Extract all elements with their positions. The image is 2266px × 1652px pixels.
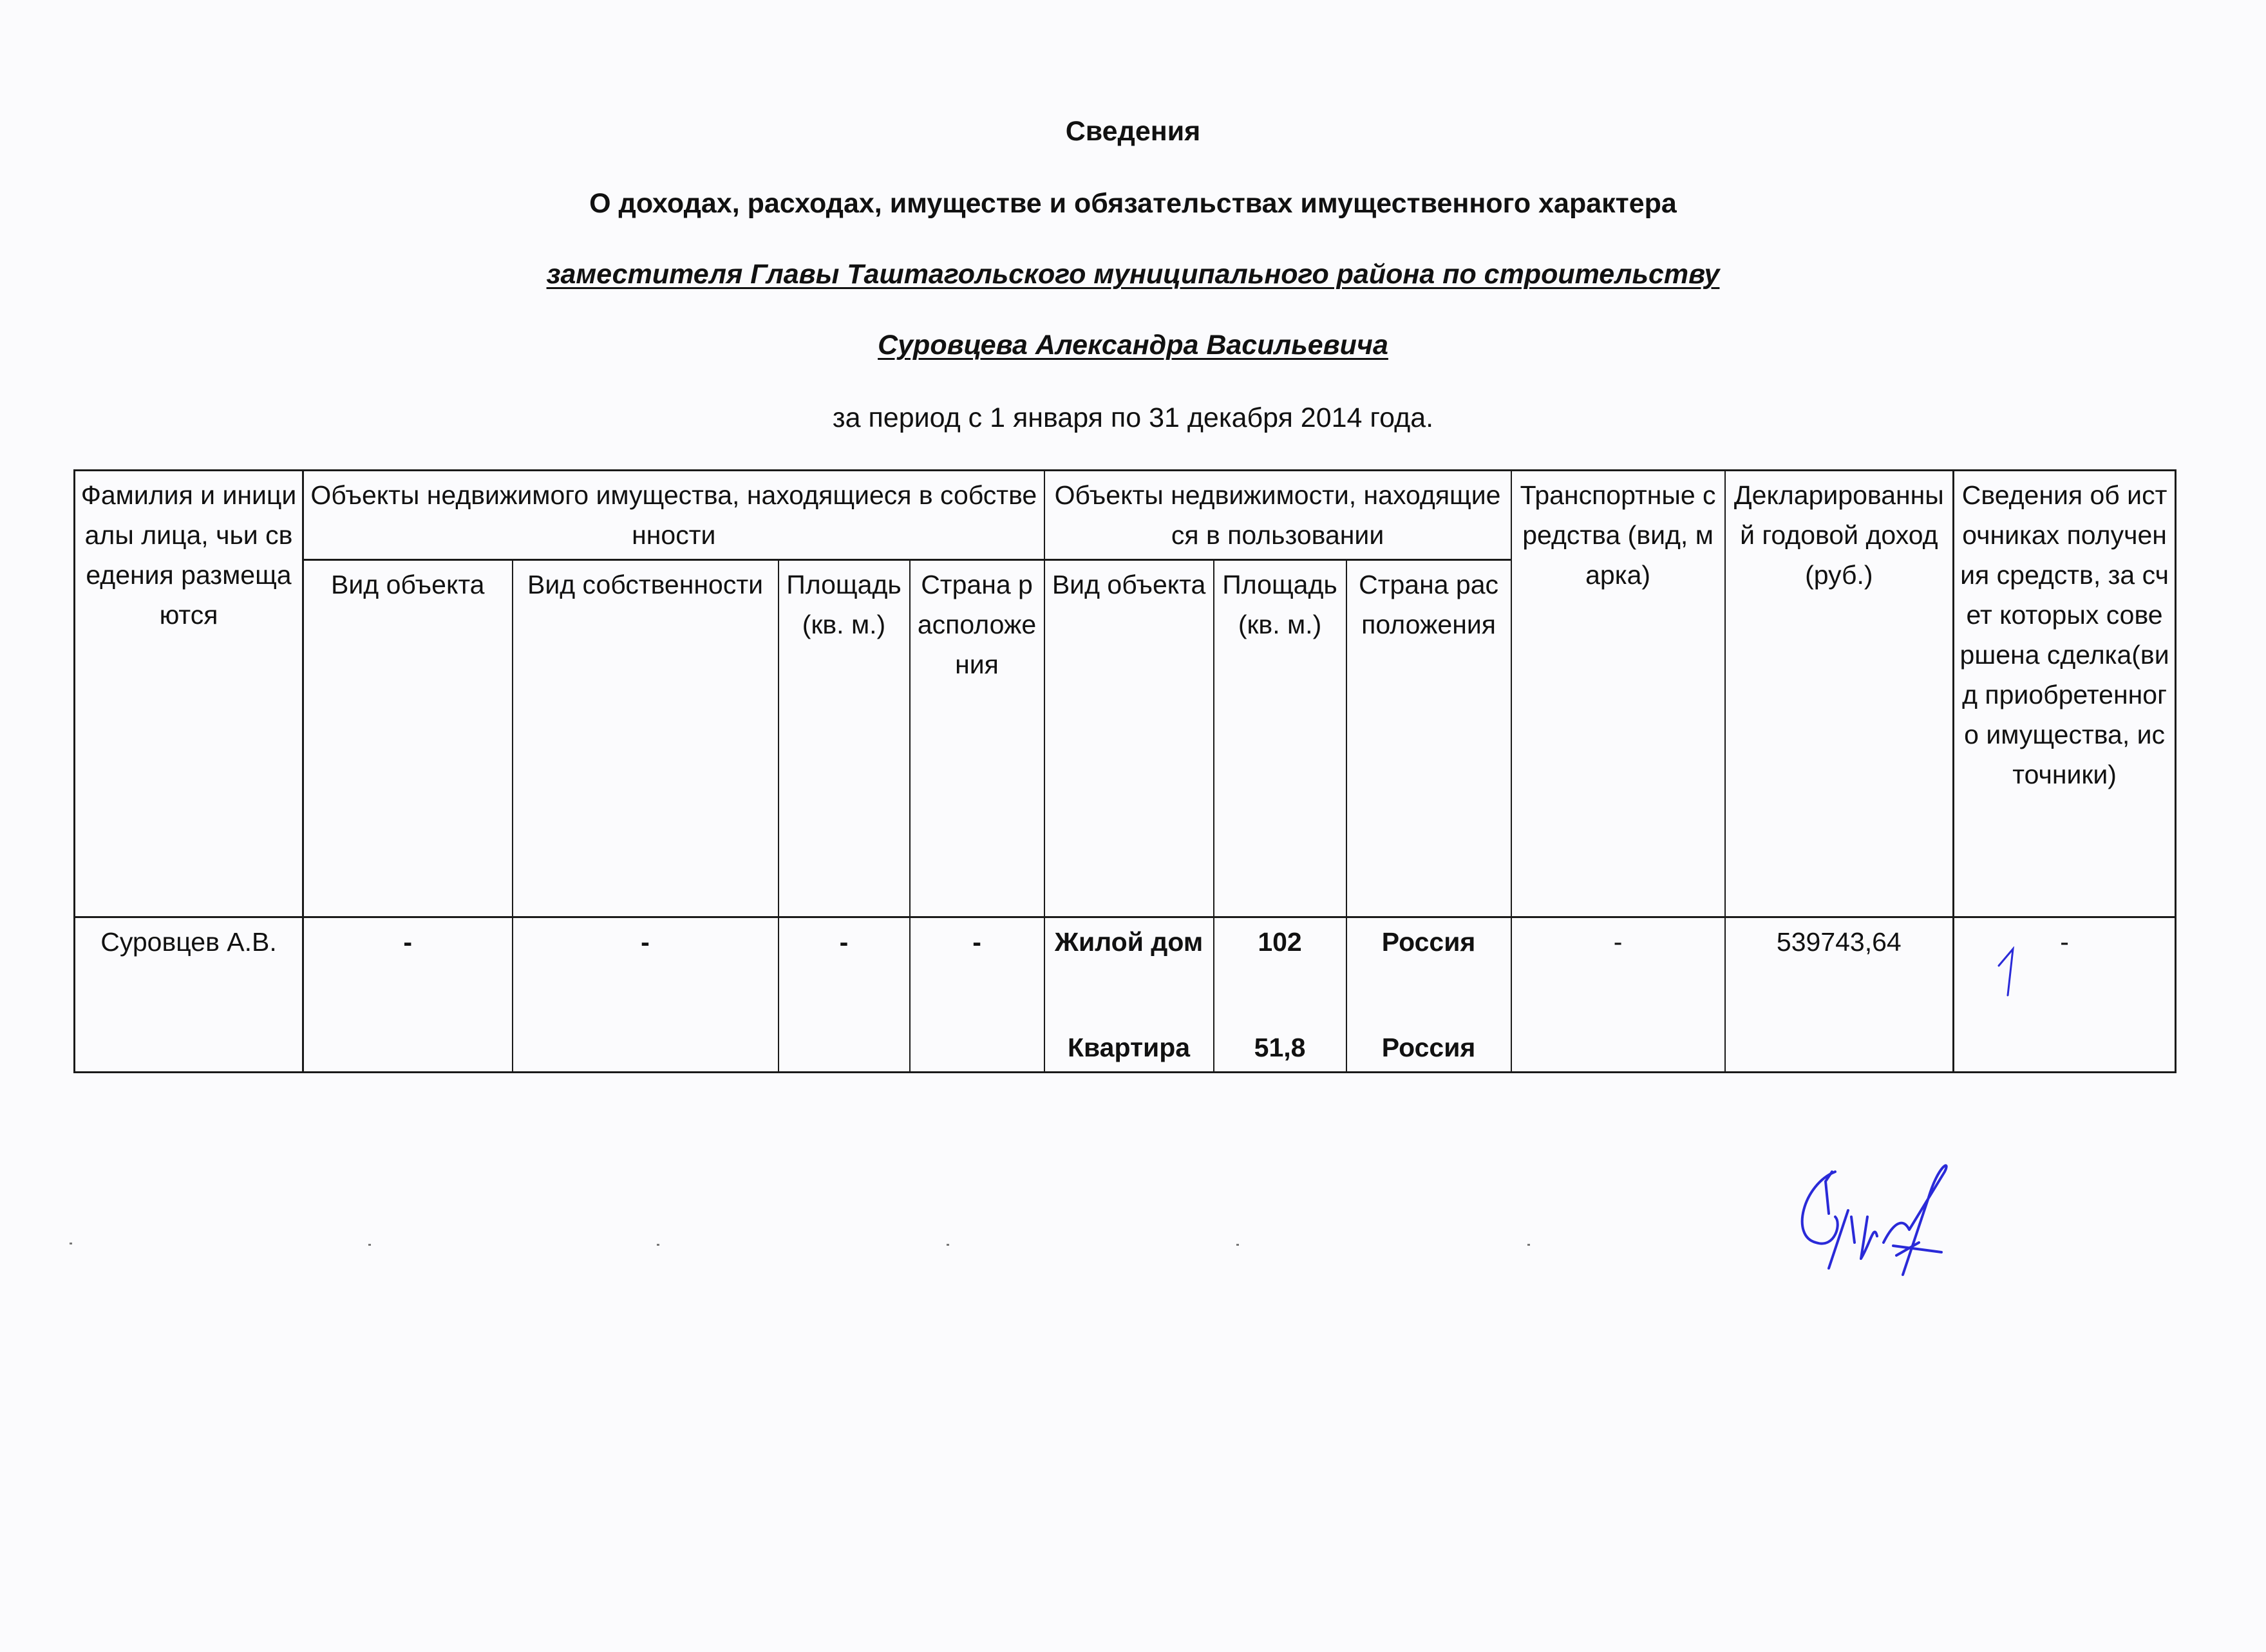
document-title: Сведения — [1065, 116, 1201, 147]
cell-name: Суровцев А.В. — [75, 917, 303, 1073]
used-area-2: 51,8 — [1254, 1033, 1306, 1062]
scan-speck — [947, 1244, 949, 1246]
used-type-1: Жилой дом — [1054, 927, 1204, 957]
reporting-period: за период с 1 января по 31 декабря 2014 года. — [832, 402, 1434, 433]
header-transport: Транспортные средства (вид, марка) — [1511, 471, 1725, 917]
scan-speck — [1236, 1244, 1239, 1246]
subheader-owned-type: Вид объекта — [303, 560, 513, 917]
cell-owned-country: - — [910, 917, 1044, 1073]
subheader-used-area: Площадь (кв. м.) — [1214, 560, 1346, 917]
cell-sources: - — [1954, 917, 2176, 1073]
scan-speck — [1527, 1244, 1530, 1246]
header-name: Фамилия и инициалы лица, чьи сведения размещаются — [75, 471, 303, 917]
subheader-owned-ownership: Вид собственности — [513, 560, 779, 917]
subheader-used-country: Страна расположения — [1346, 560, 1511, 917]
signature-icon — [1764, 1146, 1958, 1281]
cell-transport: - — [1511, 917, 1725, 1073]
header-owned-group: Объекты недвижимого имущества, находящиеся в собственности — [303, 471, 1044, 560]
document-subtitle: О доходах, расходах, имуществе и обязательствах имущественного характера — [589, 188, 1677, 219]
used-country-1: Россия — [1381, 927, 1476, 957]
used-type-2: Квартира — [1067, 1033, 1191, 1062]
scan-speck — [70, 1243, 72, 1244]
subheader-owned-area: Площадь (кв. м.) — [779, 560, 910, 917]
subheader-used-type: Вид объекта — [1044, 560, 1214, 917]
cell-income: 539743,64 — [1725, 917, 1954, 1073]
cell-owned-ownership: - — [513, 917, 779, 1073]
official-position: заместителя Главы Таштагольского муниципального района по строительству — [546, 259, 1720, 290]
table-row — [75, 917, 2176, 1073]
cell-used-area — [1214, 917, 1346, 1073]
header-used-group: Объекты недвижимости, находящиеся в пользовании — [1044, 471, 1511, 560]
official-name: Суровцева Александра Васильевича — [878, 330, 1388, 361]
used-country-2: Россия — [1381, 1033, 1476, 1062]
cell-owned-area: - — [779, 917, 910, 1073]
used-area-1: 102 — [1258, 927, 1302, 957]
handwritten-mark-icon — [1996, 946, 2022, 998]
header-income: Декларированный годовой доход (руб.) — [1725, 471, 1954, 917]
declaration-table — [73, 469, 2176, 1073]
cell-used-country — [1346, 917, 1511, 1073]
header-sources: Сведения об источниках получения средств, за счет которых совершена сделка(вид приобретенного имущества, источники) — [1954, 471, 2176, 917]
subheader-owned-country: Страна расположения — [910, 560, 1044, 917]
cell-owned-type: - — [303, 917, 513, 1073]
cell-used-type — [1044, 917, 1214, 1073]
scan-speck — [657, 1244, 659, 1246]
header-row — [75, 471, 2176, 560]
scan-speck — [368, 1244, 371, 1246]
